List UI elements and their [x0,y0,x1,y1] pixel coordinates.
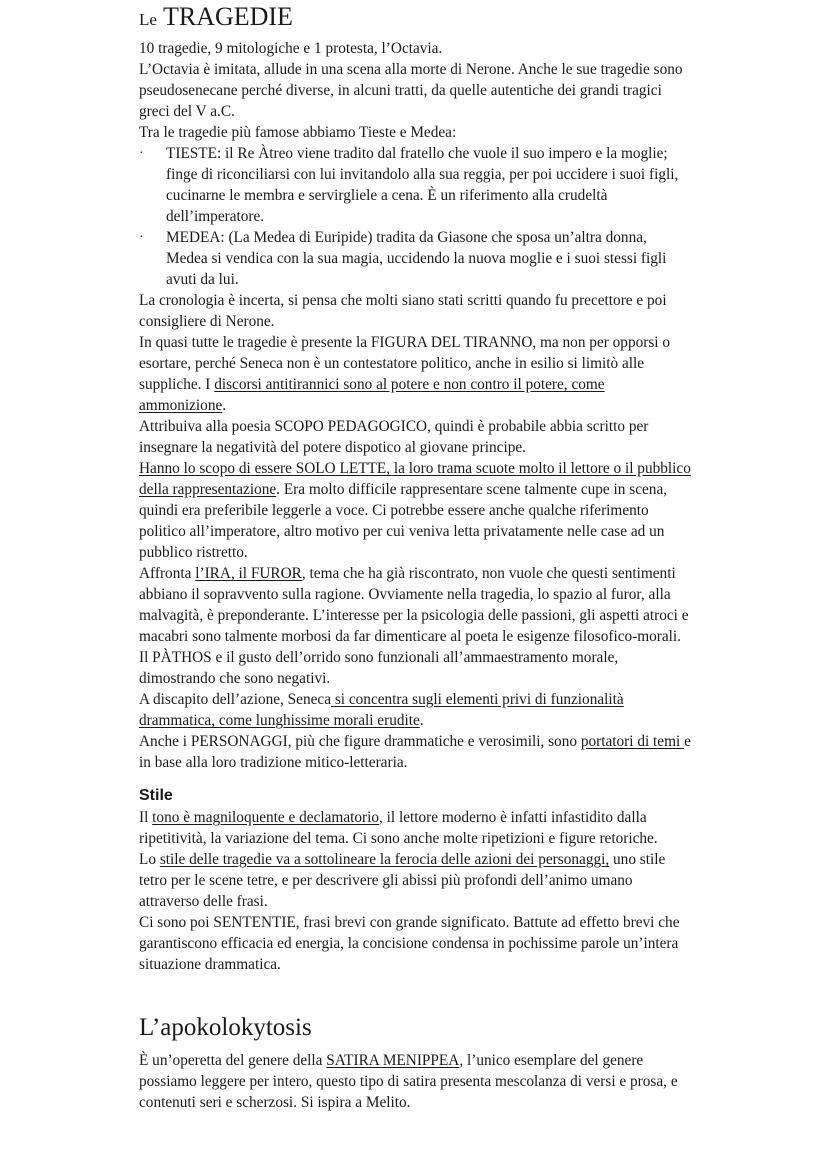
text-run: Affronta [139,565,196,582]
text-run: e in base alla loro tradizione mitico-letteraria. [139,733,691,771]
paragraph [139,849,691,912]
text-run: Il [139,809,153,826]
text-run: In quasi tutte le tragedie è presente la FIGURA DEL TIRANNO, ma non per opporsi o esortare, perché Seneca non è un contestatore politico, anche in esilio si limitò alle suppliche. I [139,334,671,393]
tragedie-section [139,38,691,773]
apokolokytosis-section [139,1050,691,1113]
text-run: . Era molto difficile rappresentare scene talmente cupe in scena, quindi era preferibile leggerle a voce. Ci potrebbe essere anche qualche riferimento politico all’imperatore, altro motivo per cui veniva letta privatamente nelle case ad un pubblico ristretto. [139,481,668,561]
section-heading-stile: Stile [139,787,173,804]
paragraph [139,689,691,731]
text-run: . [222,397,227,414]
text-run: , l’unico esemplare del genere possiamo leggere per intero, questo tipo di satira presenta mescolanza di versi e prosa, e contenuti seri e scherzosi. Si ispira a Melito. [139,1052,678,1111]
text-run: Lo [139,851,160,868]
paragraph [139,563,691,689]
underlined-text: discorsi antitirannici sono al potere e non contro il potere, come ammonizione [139,376,605,414]
title-main: TRAGEDIE [162,2,293,31]
underlined-text: portatori di temi [580,733,685,750]
text-run: . [419,712,424,729]
stile-section [139,807,691,975]
paragraph: La cronologia è incerta, si pensa che molti siano stati scritti quando fu precettore e poi consigliere di Nerone. [139,292,667,330]
underlined-text: tono è magniloquente e declamatorio [152,809,379,826]
underlined-text: Hanno lo scopo di essere SOLO LETTE, la loro trama scuote molto il lettore o il pubblico della rappresentazione [139,460,691,498]
title-prefix: Le [139,10,157,29]
paragraph: L’Octavia è imitata, allude in una scena alla morte di Nerone. Anche le sue tragedie sono pseudosenecane perché diverse, in alcuni tratti, da quelle autentiche dei grandi tragici greci del V a.C. [139,61,683,120]
page-title [139,2,293,35]
paragraph: Ci sono poi SENTENTIE, frasi brevi con grande significato. Battute ad effetto brevi che garantiscono efficacia ed energia, la concisione condensa in pochissime parole un’intera situazione drammatica. [139,914,680,973]
underlined-text: stile delle tragedie va a sottolineare la ferocia delle azioni dei personaggi, [159,851,610,868]
section-heading-apokolokytosis: L’apokolokytosis [139,1014,312,1041]
text-run: uno stile tetro per le scene tetre, e per descrivere gli abissi più profondi dell’animo umano attraverso delle frasi. [139,851,666,910]
text-run: A discapito dell’azione, Seneca [139,691,331,708]
text-run: , il lettore moderno è infatti infastidito dalla ripetitività, la variazione del tema. Ci sono anche molte ripetizioni e figure retoriche. [139,809,658,847]
paragraph: 10 tragedie, 9 mitologiche e 1 protesta, l’Octavia. [139,40,443,57]
text-run: È un’operetta del genere della [139,1052,327,1069]
paragraph [139,807,691,849]
underlined-text: l’IRA, il FUROR [195,565,302,582]
paragraph [139,332,691,416]
text-run: , tema che ha già riscontrato, non vuole che questi sentimenti abbiano il sopravvento sulla ragione. Ovviamente nella tragedia, lo spazio al furor, alla malvagità, è preponderante. L’interesse per la psicologia delle passioni, gli aspetti atroci e macabri sono talmente morbosi da far dimenticare al poeta le esigenze filosofico-morali. Il PÀTHOS e il gusto dell’orrido sono funzionali all’ammaestramento morale, dimostrando che sono negativi. [139,565,689,687]
list-item-tieste: · TIESTE: il Re Àtreo viene tradito dal fratello che vuole il suo impero e la moglie; finge di riconciliarsi con lui invitandolo alla sua reggia, per poi uccidere i suoi figli, cucinarne le membra e servirgliele a cena. È un riferimento alla crudeltà dell’imperatore. [139,143,691,227]
tragedie-list [139,143,691,290]
underlined-text: si concentra sugli elementi privi di funzionalità drammatica, come lunghissime morali erudite [139,691,624,729]
paragraph [139,1050,691,1113]
paragraph: Tra le tragedie più famose abbiamo Tieste e Medea: [139,124,457,141]
paragraph [139,458,691,563]
text-run: Anche i PERSONAGGI, più che figure drammatiche e verosimili, sono [139,733,581,750]
underlined-text: SATIRA MENIPPEA [326,1052,460,1069]
list-item-medea: · MEDEA: (La Medea di Euripide) tradita da Giasone che sposa un’altra donna, Medea si vendica con la sua magia, uccidendo la nuova moglie e i suoi stessi figli avuti da lui. [139,227,691,290]
paragraph: Attribuiva alla poesia SCOPO PEDAGOGICO, quindi è probabile abbia scritto per insegnare la negatività del potere dispotico al giovane principe. [139,418,649,456]
paragraph [139,731,691,773]
